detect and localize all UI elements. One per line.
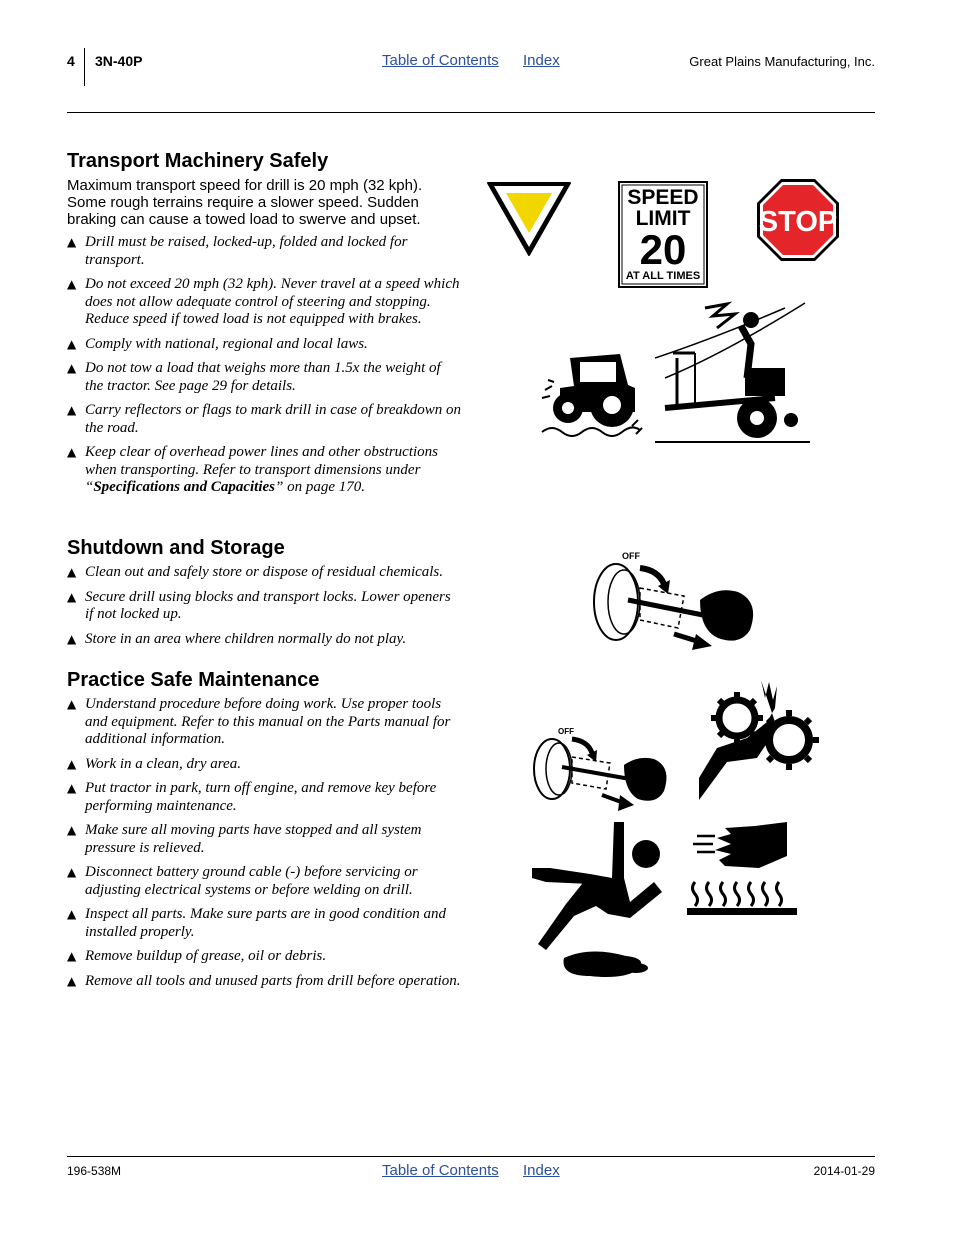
warning-triangle-icon: ▲	[67, 445, 77, 459]
ignition-key-off-small-icon	[530, 725, 672, 813]
tractor-rough-terrain-icon	[540, 350, 645, 440]
warning-triangle-icon: ▲	[67, 403, 77, 417]
warning-triangle-icon: ▲	[67, 589, 77, 604]
list-item: ▲ Comply with national, regional and local laws.	[67, 335, 368, 352]
stop-sign-icon	[756, 178, 840, 262]
maintenance-heading: Practice Safe Maintenance	[67, 669, 320, 691]
list-item: ▲ Remove buildup of grease, oil or debris.	[67, 948, 327, 964]
list-item: ▲ Put tractor in park, turn off engine, and remove key before performing maintenance.	[67, 780, 437, 814]
transport-intro: Maximum transport speed for drill is 20 mph (32 kph). Some rough terrains require a slower speed. Sudden braking can cause a towed load to swerve and upset.	[67, 177, 423, 228]
speed-sign-number: 20	[639, 226, 687, 273]
shutdown-heading: Shutdown and Storage	[67, 537, 285, 559]
list-item: ▲ Store in an area where children normally do not play.	[67, 630, 407, 647]
warning-triangle-icon: ▲	[67, 361, 77, 375]
spec-reference: Specifications and Capacities	[93, 479, 276, 495]
key-off-label-small: OFF	[558, 727, 574, 736]
list-item: ▲ Do not exceed 20 mph (32 kph). Never travel at a speed which does not allow adequate control of steering and stopping. Reduce speed if towed load is not equipped with brakes.	[67, 276, 460, 327]
list-item: ▲ Drill must be raised, locked-up, folded and locked for transport.	[67, 234, 408, 268]
key-off-label: OFF	[622, 551, 640, 561]
doc-number: 196-538M	[67, 1164, 122, 1178]
warning-triangle-icon: ▲	[67, 235, 77, 249]
warning-triangle-icon: ▲	[67, 336, 77, 351]
warning-triangle-icon: ▲	[67, 907, 77, 921]
warning-triangle-icon: ▲	[67, 865, 77, 879]
list-item: ▲ Remove all tools and unused parts from drill before operation.	[67, 972, 461, 989]
list-item: ▲ Make sure all moving parts have stopped and all system pressure is relieved.	[67, 822, 422, 856]
power-line-hazard-icon	[655, 298, 812, 446]
list-item: ▲ Secure drill using blocks and transport locks. Lower openers if not locked up.	[67, 588, 451, 622]
list-item: ▲ Carry reflectors or flags to mark drill in case of breakdown on the road.	[67, 402, 461, 436]
slip-hazard-icon	[530, 818, 666, 982]
transport-list	[67, 234, 462, 497]
list-item: ▲ Understand procedure before doing work. Use proper tools and equipment. Refer to this manual on the Parts manual for additional information.	[67, 696, 451, 747]
warning-triangle-icon: ▲	[67, 277, 77, 291]
list-item: ▲ Inspect all parts. Make sure parts are in good condition and installed properly.	[67, 906, 446, 940]
header-toc-link[interactable]: Table of Contents	[382, 52, 499, 69]
warning-triangle-icon: ▲	[67, 949, 77, 963]
model-name: 3N-40P	[95, 53, 143, 69]
warning-triangle-icon: ▲	[67, 781, 77, 795]
list-item: ▲ Clean out and safely store or dispose of residual chemicals.	[67, 564, 444, 580]
header-rule	[67, 112, 875, 113]
warning-triangle-icon: ▲	[67, 631, 77, 646]
ignition-key-off-icon	[588, 550, 760, 652]
stop-sign-text: STOP	[758, 206, 838, 238]
footer-index-link[interactable]: Index	[523, 1162, 560, 1179]
transport-heading: Transport Machinery Safely	[67, 150, 329, 172]
transport-section	[67, 149, 462, 504]
speed-sign-line1: SPEED	[627, 186, 699, 209]
gear-entanglement-icon	[697, 678, 821, 802]
maintenance-list	[67, 696, 462, 990]
maintenance-section	[67, 668, 462, 997]
list-item: ▲ Do not tow a load that weighs more than 1.5x the weight of the tractor. See page 29 for details.	[67, 360, 441, 394]
yield-sign-icon	[486, 181, 572, 257]
footer-rule	[67, 1156, 875, 1157]
page-number: 4	[67, 53, 75, 69]
header-index-link[interactable]: Index	[523, 52, 560, 69]
warning-triangle-icon: ▲	[67, 697, 77, 711]
shutdown-section	[67, 536, 462, 655]
speed-sign-line3: AT ALL TIMES	[625, 270, 701, 282]
company-name: Great Plains Manufacturing, Inc.	[689, 54, 875, 69]
header-divider	[84, 48, 85, 86]
list-item: ▲ Disconnect battery ground cable (-) before servicing or adjusting electrical systems or before welding on drill.	[67, 864, 418, 898]
warning-triangle-icon: ▲	[67, 756, 77, 771]
hot-surface-icon	[685, 822, 799, 918]
speed-sign-line2: LIMIT	[635, 207, 691, 230]
speed-limit-sign-icon	[618, 181, 708, 288]
warning-triangle-icon: ▲	[67, 823, 77, 837]
shutdown-list	[67, 564, 462, 648]
warning-triangle-icon: ▲	[67, 565, 77, 579]
list-item: ▲ Keep clear of overhead power lines and other obstructions when transporting. Refer to transport dimensions under “Specifications and Capacities” on page 170.	[67, 444, 439, 495]
footer-toc-link[interactable]: Table of Contents	[382, 1162, 499, 1179]
publish-date: 2014-01-29	[813, 1164, 875, 1178]
warning-triangle-icon: ▲	[67, 973, 77, 988]
list-item: ▲ Work in a clean, dry area.	[67, 755, 241, 772]
